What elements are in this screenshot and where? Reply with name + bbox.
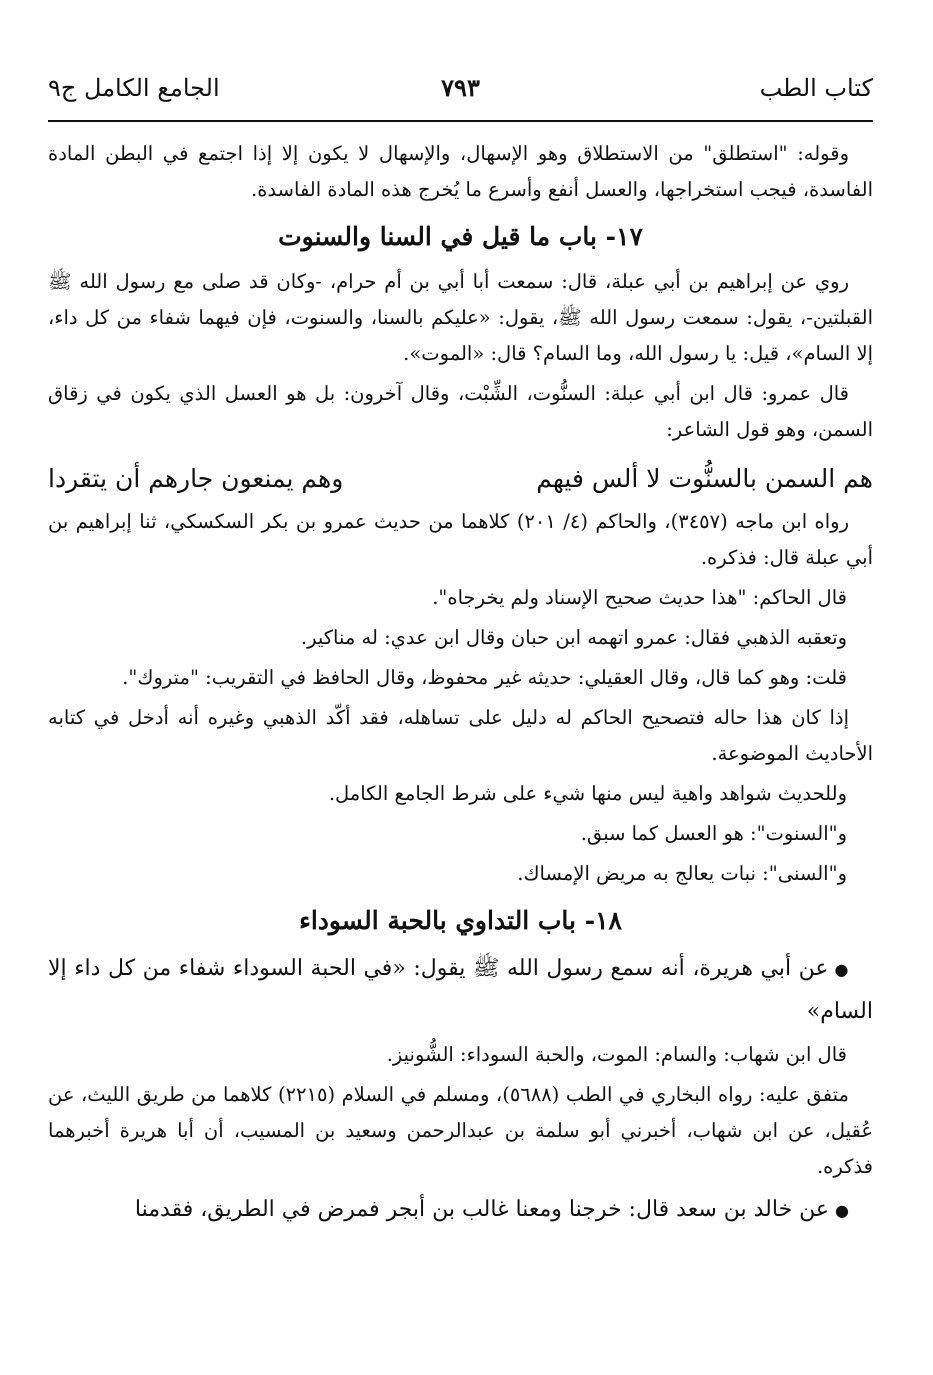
chapter-heading-17: ١٧- باب ما قيل في السنا والسنوت bbox=[278, 222, 643, 251]
paragraph-istatlaq: وقوله: "استطلق" من الاستطلاق وهو الإسهال، والإسهال لا يكون إلا إذا اجتمع في البطن المادة الفاسدة، فيجب استخراجها، والعسل أنفع وأسرع ما يُخرج هذه المادة الفاسدة. bbox=[48, 142, 873, 201]
paragraph-khalid bbox=[48, 1189, 873, 1232]
paragraph-qultu: قلت: وهو كما قال، وقال العقيلي: حديثه غير محفوظ، وقال الحافظ في التقريب: "متروك". bbox=[122, 666, 847, 689]
book-title: كتاب الطب bbox=[759, 74, 873, 102]
bullet-icon: ● bbox=[834, 960, 849, 979]
paragraph-sanut-def: و"السنوت": هو العسل كما سبق. bbox=[580, 822, 847, 845]
verse-first-hemistich: هم السمن بالسنُّوت لا ألس فيهم bbox=[536, 464, 873, 493]
hadith-habba-text: عن أبي هريرة، أنه سمع رسول الله ﷺ يقول: «في الحبة السوداء شفاء من كل داء إلا السام» bbox=[48, 956, 873, 1024]
paragraph-amr-quote: قال عمرو: قال ابن أبي عبلة: السنُّوت، الشِّبْت، وقال آخرون: بل هو العسل الذي يكون في زقاق السمن، وهو قول الشاعر: bbox=[48, 382, 873, 441]
page-body bbox=[48, 136, 873, 1236]
paragraph-ibn-shihab: قال ابن شهاب: والسام: الموت، والحبة السوداء: الشُّونيز. bbox=[386, 1043, 847, 1066]
page-number: ٧٩٣ bbox=[441, 73, 480, 102]
khalid-text: عن خالد بن سعد قال: خرجنا ومعنا غالب بن أبجر فمرض في الطريق، فقدمنا bbox=[134, 1197, 830, 1222]
paragraph-sana-def: و"السنى": نبات يعالج به مريض الإمساك. bbox=[517, 862, 847, 885]
page-header bbox=[48, 70, 873, 114]
paragraph-takhrij: رواه ابن ماجه (٣٤٥٧)، والحاكم (٤/ ٢٠١) كلاهما من حديث عمرو بن بكر السكسكي، ثنا إبراهيم بن أبي عبلة قال: فذكره. bbox=[48, 510, 873, 569]
paragraph-tasahul: إذا كان هذا حاله فتصحيح الحاكم له دليل على تساهله، فقد أكّد الذهبي وغيره أنه أدخل في كتابه الأحاديث الموضوعة. bbox=[48, 706, 873, 765]
verse-second-hemistich: وهم يمنعون جارهم أن يتقردا bbox=[48, 464, 344, 493]
volume-title: الجامع الكامل ج٩ bbox=[48, 74, 220, 102]
paragraph-muttafaq: متفق عليه: رواه البخاري في الطب (٥٦٨٨)، ومسلم في السلام (٢٢١٥) كلاهما من طريق الليث، عن عُقيل، عن ابن شهاب، أخبرني أبو سلمة بن عبدالرحمن وسعيد بن المسيب، أن أبا هريرة أخبرهما فذكره. bbox=[48, 1083, 873, 1178]
chapter-heading-18: ١٨- باب التداوي بالحبة السوداء bbox=[299, 906, 622, 935]
header-divider bbox=[48, 120, 873, 122]
paragraph-dhahabi: وتعقبه الذهبي فقال: عمرو اتهمه ابن حبان وقال ابن عدي: له مناكير. bbox=[300, 626, 847, 649]
poetry-verse bbox=[48, 454, 873, 504]
paragraph-hakim: قال الحاكم: "هذا حديث صحيح الإسناد ولم يخرجاه". bbox=[432, 586, 847, 609]
paragraph-hadith-sana: روي عن إبراهيم بن أبي عبلة، قال: سمعت أبا أبي بن أم حرام، -وكان قد صلى مع رسول الله ﷺ القبلتين-، يقول: سمعت رسول الله ﷺ، يقول: «عليكم بالسنا، والسنوت، فإن فيهما شفاء من كل داء، إلا السام»، قيل: يا رسول الله، وما السام؟ قال: «الموت». bbox=[48, 270, 873, 365]
bullet-icon: ● bbox=[835, 1201, 849, 1220]
paragraph-hadith-habba bbox=[48, 948, 873, 1033]
paragraph-shawahid: وللحديث شواهد واهية ليس منها شيء على شرط الجامع الكامل. bbox=[328, 782, 847, 805]
